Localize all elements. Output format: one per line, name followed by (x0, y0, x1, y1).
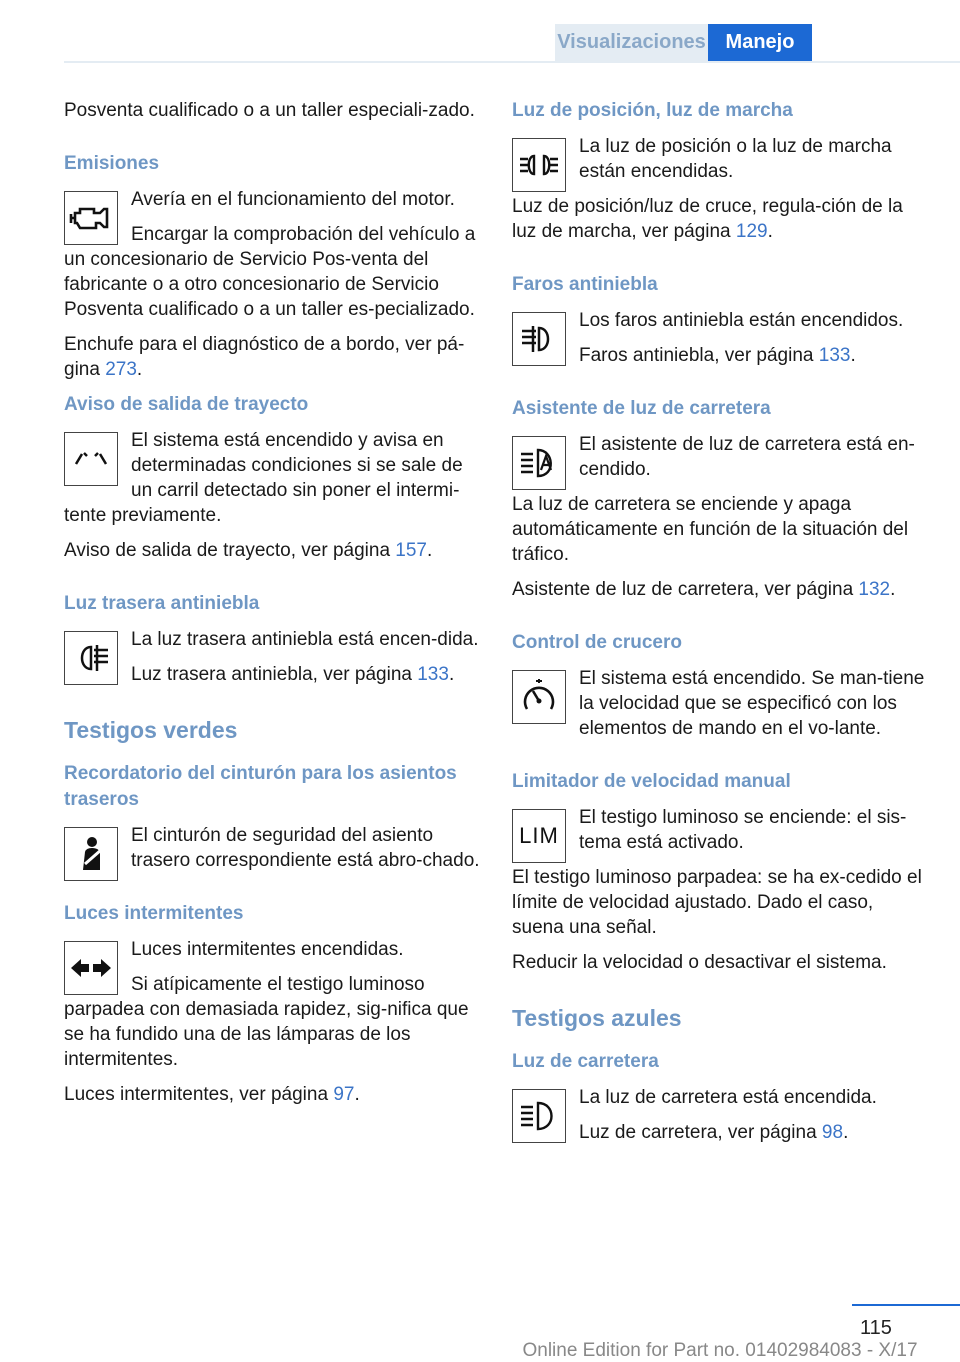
faros-p2: Faros antiniebla, ver página 133. (579, 345, 856, 366)
heading-aviso-salida: Aviso de salida de trayecto (64, 394, 309, 415)
carretera-p2: Luz de carretera, ver página 98. (579, 1122, 849, 1143)
header-divider (64, 61, 960, 63)
asistente-p3: Asistente de luz de carretera, ver página 132. (512, 579, 896, 600)
intermitentes-p2: Si atípicamente el testigo luminoso parpadea con demasiada rapidez, sig-nifica que se ha fundido una de las lámparas de los intermitentes. (64, 974, 469, 1070)
heading-control-crucero: Control de crucero (512, 632, 682, 653)
tab-manejo[interactable]: Manejo (708, 24, 812, 61)
front-fog-light-icon (512, 312, 566, 366)
lim-label: LIM (519, 823, 559, 848)
heading-intermitentes: Luces intermitentes (64, 903, 244, 924)
heading-testigos-verdes: Testigos verdes (64, 717, 238, 743)
emisiones-p1: Avería en el funcionamiento del motor. (131, 189, 455, 210)
page-link-157[interactable]: 157 (395, 540, 427, 561)
aviso-p1: El sistema está encendido y avisa en determinadas condiciones si se sale de un carril detectado sin poner el intermi-tente previamente. (64, 430, 463, 526)
footer-divider (852, 1304, 960, 1306)
posicion-p1: La luz de posición o la luz de marcha están encendidas. (579, 136, 892, 182)
high-beam-icon (512, 1089, 566, 1143)
heading-faros-antiniebla: Faros antiniebla (512, 274, 658, 295)
crucero-p1: El sistema está encendido. Se man-tiene la velocidad que se especificó con los elementos de mando en el vo-lante. (579, 668, 925, 739)
emisiones-p3: Enchufe para el diagnóstico de a bordo, ver pá-gina 273. (64, 334, 465, 380)
engine-icon (64, 191, 118, 245)
page-link-132[interactable]: 132 (858, 579, 891, 600)
heading-cinturon: Recordatorio del cinturón para los asientos traseros (64, 763, 457, 810)
posicion-p2: Luz de posición/luz de cruce, regula-ción de la luz de marcha, ver página 129. (512, 196, 903, 242)
left-column (64, 98, 482, 1117)
lane-departure-icon (64, 432, 118, 486)
page-link-133-front[interactable]: 133 (818, 345, 851, 366)
high-beam-assist-icon (512, 436, 566, 490)
tab-visualizaciones[interactable]: Visualizaciones (555, 24, 708, 61)
heading-luz-carretera: Luz de carretera (512, 1051, 659, 1072)
position-light-icon (512, 138, 566, 192)
asistente-p1: El asistente de luz de carretera está en-cendido. (579, 434, 915, 480)
aviso-p2: Aviso de salida de trayecto, ver página 157. (64, 540, 433, 561)
rear-fog-light-icon (64, 631, 118, 685)
section-header (555, 24, 812, 61)
cinturon-p1: El cinturón de seguridad del asiento trasero correspondiente está abro-chado. (131, 825, 480, 871)
edition-footer: Online Edition for Part no. 01402984083 - X/17 (522, 1340, 918, 1361)
page-link-133-rear[interactable]: 133 (417, 664, 449, 685)
intermitentes-p1: Luces intermitentes encendidas. (131, 939, 404, 960)
page-number: 115 (860, 1317, 892, 1339)
asistente-p2: La luz de carretera se enciende y apaga automáticamente en función de la situación del tráfico. (512, 494, 909, 565)
carretera-p1: La luz de carretera está encendida. (579, 1087, 877, 1108)
seatbelt-icon (64, 827, 118, 881)
page-link-273[interactable]: 273 (105, 359, 137, 380)
heading-testigos-azules: Testigos azules (512, 1005, 682, 1031)
faros-p1: Los faros antiniebla están encendidos. (579, 310, 904, 331)
heading-luz-trasera: Luz trasera antiniebla (64, 593, 260, 614)
page-link-129[interactable]: 129 (735, 221, 768, 242)
page-link-97[interactable]: 97 (333, 1084, 355, 1105)
intro-text: Posventa cualificado o a un taller especiali-zado. (64, 100, 475, 121)
turn-signal-icon (64, 941, 118, 995)
limitador-p2: El testigo luminoso parpadea: se ha ex-cedido el límite de velocidad ajustado. Dado el caso, suena una señal. (512, 867, 922, 938)
trasera-p1: La luz trasera antiniebla está encen-dida. (131, 629, 479, 650)
limitador-p3: Reducir la velocidad o desactivar el sistema. (512, 952, 887, 973)
heading-luz-posicion: Luz de posición, luz de marcha (512, 100, 793, 121)
right-column (512, 98, 930, 1155)
intermitentes-p3: Luces intermitentes, ver página 97. (64, 1084, 360, 1105)
speed-limiter-icon (512, 809, 566, 863)
heading-limitador: Limitador de velocidad manual (512, 771, 791, 792)
cruise-control-icon (512, 670, 566, 724)
limitador-p1: El testigo luminoso se enciende: el sis-tema está activado. (579, 807, 907, 853)
heading-asistente: Asistente de luz de carretera (512, 398, 771, 419)
page-link-98[interactable]: 98 (821, 1122, 844, 1143)
heading-emisiones: Emisiones (64, 153, 160, 174)
emisiones-p2: Encargar la comprobación del vehículo a un concesionario de Servicio Pos-venta del fabricante o a otro concesionario de Servicio Posventa cualificado o a un taller es-pecializado. (64, 224, 476, 320)
trasera-p2: Luz trasera antiniebla, ver página 133. (131, 664, 455, 685)
